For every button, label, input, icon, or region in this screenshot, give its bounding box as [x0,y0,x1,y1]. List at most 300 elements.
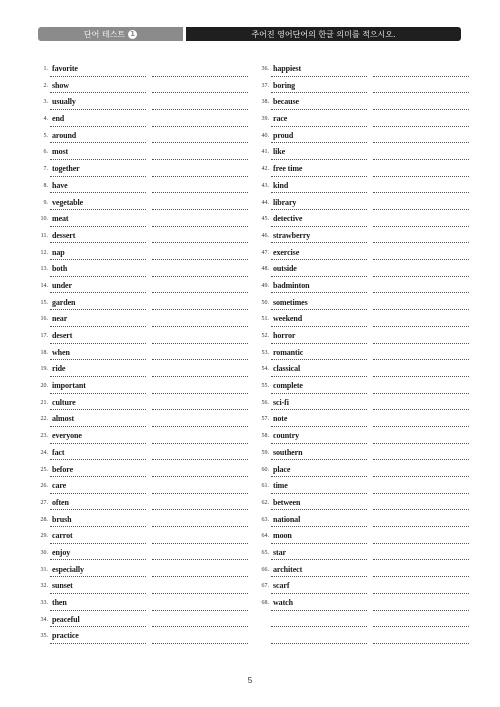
word-underline [50,242,146,243]
item-number: 9. [43,199,48,206]
word-row [24,580,256,597]
word-underline [50,459,146,460]
word-row [24,614,256,631]
answer-blank[interactable] [152,76,248,77]
word-row [245,547,477,564]
item-number: 33. [40,600,48,606]
vocab-word: southern [273,447,303,457]
word-row [24,447,256,464]
item-number: 51. [261,316,269,323]
word-underline [271,309,367,310]
word-underline [50,259,146,260]
word-row [24,63,256,80]
vocab-word: place [273,464,291,474]
answer-blank[interactable] [373,242,469,243]
answer-blank[interactable] [373,459,469,460]
item-number: 68. [261,600,269,606]
word-underline [50,343,146,344]
answer-blank[interactable] [373,576,469,577]
word-row [245,213,477,230]
item-number: 20. [40,383,48,390]
word-underline [271,126,367,127]
word-row [24,280,256,297]
answer-blank[interactable] [373,176,469,177]
vocab-word: nap [52,247,65,257]
word-row [245,363,477,380]
answer-blank[interactable] [373,493,469,494]
vocab-word: culture [52,397,76,407]
word-row [24,247,256,264]
word-underline [50,526,146,527]
vocab-word: peaceful [52,614,80,624]
item-number: 18. [40,349,48,356]
word-row [24,197,256,214]
item-number: 37. [261,82,269,89]
item-number: 19. [40,366,48,373]
answer-blank[interactable] [373,126,469,127]
answer-blank[interactable] [373,309,469,310]
vocab-word: note [273,414,288,424]
word-underline [50,159,146,160]
word-underline [50,176,146,177]
vocab-word: horror [273,331,296,340]
item-number: 2. [43,82,48,89]
word-row [24,163,256,180]
answer-blank[interactable] [152,226,248,227]
word-underline [271,326,367,327]
answer-blank[interactable] [152,409,248,410]
word-list-left [24,63,256,647]
item-number: 14. [40,282,48,289]
word-row [245,96,477,113]
item-number: 23. [40,433,48,440]
item-number: 31. [40,566,48,573]
answer-blank[interactable] [373,393,469,394]
word-row [24,330,256,347]
item-number: 5. [43,132,48,139]
item-number: 26. [40,483,48,490]
answer-blank[interactable] [373,226,469,227]
item-number: 52. [261,333,269,339]
item-number: 40. [261,132,269,139]
answer-blank[interactable] [373,109,469,110]
vocab-word: often [52,497,69,507]
answer-blank[interactable] [152,559,248,560]
answer-blank[interactable] [373,626,469,627]
answer-blank[interactable] [152,343,248,344]
word-row [245,280,477,297]
item-number: 11. [40,232,48,239]
vocab-word: time [273,481,288,491]
word-underline [50,226,146,227]
vocab-word: dessert [52,230,76,240]
word-row [245,430,477,447]
answer-blank[interactable] [152,242,248,243]
vocab-word: carrot [52,531,73,541]
item-number: 60. [261,466,269,473]
word-row [245,163,477,180]
vocab-word: sunset [52,581,73,591]
answer-blank[interactable] [152,359,248,360]
answer-blank[interactable] [152,376,248,377]
word-underline [271,142,367,143]
word-row [245,464,477,481]
word-underline [271,376,367,377]
item-number: 34. [40,616,48,623]
answer-blank[interactable] [152,493,248,494]
item-number: 42. [261,166,269,173]
answer-blank[interactable] [373,76,469,77]
answer-blank[interactable] [152,459,248,460]
vocab-word: usually [52,97,76,107]
word-underline [50,126,146,127]
answer-blank[interactable] [373,343,469,344]
answer-blank[interactable] [152,610,248,611]
answer-blank[interactable] [152,426,248,427]
word-row [245,146,477,163]
word-underline [50,426,146,427]
word-row [24,213,256,230]
answer-blank[interactable] [152,259,248,260]
answer-blank[interactable] [152,92,248,93]
test-title-tab [38,27,183,41]
item-number: 29. [40,533,48,540]
item-number: 65. [261,549,269,556]
word-row [24,263,256,280]
worksheet-header [38,27,461,41]
word-row [245,580,477,597]
vocab-word: care [52,481,67,491]
vocab-word: before [52,464,74,474]
item-number: 53. [261,349,269,356]
word-underline [50,559,146,560]
word-underline [50,476,146,477]
word-underline [50,643,146,644]
answer-blank[interactable] [373,92,469,93]
instruction-bar [186,27,461,41]
vocab-word: ride [52,364,66,374]
item-number: 54. [261,366,269,373]
word-underline [50,626,146,627]
answer-blank[interactable] [373,326,469,327]
vocab-word: outside [273,264,297,274]
vocab-word: almost [52,414,75,424]
word-underline [50,326,146,327]
word-row [24,630,256,647]
vocab-word: favorite [52,64,78,73]
word-underline [50,309,146,310]
word-underline [50,276,146,277]
word-underline [271,643,367,644]
answer-blank[interactable] [373,593,469,594]
word-row [24,480,256,497]
answer-blank[interactable] [373,359,469,360]
item-number: 61. [261,483,269,490]
word-underline [50,209,146,210]
item-number: 63. [261,516,269,523]
word-underline [271,259,367,260]
item-number: 58. [261,433,269,440]
answer-blank[interactable] [373,509,469,510]
vocab-word: end [52,114,65,124]
item-number: 7. [43,166,48,173]
word-underline [271,209,367,210]
vocab-word: free time [273,164,303,174]
vocab-word: fact [52,447,65,457]
answer-blank[interactable] [373,476,469,477]
word-underline [50,76,146,77]
word-row [24,564,256,581]
answer-blank[interactable] [152,543,248,544]
item-number: 48. [261,266,269,273]
vocab-word: between [273,497,301,507]
answer-blank[interactable] [373,426,469,427]
word-row [245,130,477,147]
word-row [245,397,477,414]
word-underline [271,626,367,627]
word-row [245,347,477,364]
word-underline [271,292,367,293]
vocab-word: exercise [273,247,300,257]
word-underline [271,176,367,177]
vocab-word: architect [273,564,303,574]
answer-blank[interactable] [152,142,248,143]
vocab-word: under [52,280,72,290]
vocab-word: around [52,130,77,140]
vocab-word: scarf [273,581,290,591]
page-number: 5 [247,676,253,685]
item-number: 35. [40,633,48,640]
word-row [245,530,477,547]
answer-blank[interactable] [152,593,248,594]
item-number: 43. [261,182,269,189]
vocab-word: both [52,264,68,274]
word-underline [271,576,367,577]
item-number: 30. [40,549,48,556]
item-number: 57. [261,416,269,423]
answer-blank[interactable] [152,126,248,127]
word-underline [50,92,146,93]
item-number: 8. [43,182,48,189]
vocab-word: practice [52,631,79,641]
item-number: 22. [40,416,48,423]
vocab-word: sometimes [273,297,308,307]
answer-blank[interactable] [152,476,248,477]
item-number: 56. [261,399,269,406]
answer-blank[interactable] [373,559,469,560]
vocab-word: desert [52,331,73,340]
word-row [24,530,256,547]
item-number: 1. [43,66,48,72]
item-number: 64. [261,533,269,540]
word-row [245,80,477,97]
vocab-word: strawberry [273,230,311,240]
vocab-word: especially [52,564,84,574]
word-underline [50,109,146,110]
answer-blank[interactable] [152,109,248,110]
answer-blank[interactable] [152,192,248,193]
word-row [24,230,256,247]
word-row [24,130,256,147]
answer-blank[interactable] [373,276,469,277]
word-row [245,564,477,581]
word-row [245,614,477,631]
answer-blank[interactable] [152,576,248,577]
vocab-word: together [52,164,80,174]
vocab-word: vegetable [52,197,84,207]
word-underline [271,559,367,560]
item-number: 10. [40,216,48,223]
word-underline [271,359,367,360]
item-number: 13. [40,266,48,273]
answer-blank[interactable] [152,292,248,293]
word-underline [271,109,367,110]
word-row [24,397,256,414]
answer-blank[interactable] [152,159,248,160]
answer-blank[interactable] [373,526,469,527]
vocab-word: boring [273,80,296,90]
vocab-word: everyone [52,431,82,441]
item-number: 36. [261,66,269,72]
test-title: 단어 테스트 [83,29,126,39]
vocab-word: moon [273,531,292,541]
vocab-word: weekend [273,314,303,324]
word-underline [271,493,367,494]
word-underline [50,593,146,594]
answer-blank[interactable] [152,509,248,510]
item-number: 17. [40,333,48,339]
word-underline [271,593,367,594]
item-number: 6. [43,149,48,156]
vocab-word: watch [273,598,293,607]
item-number: 12. [40,249,48,256]
answer-blank[interactable] [373,259,469,260]
word-row [245,63,477,80]
word-underline [271,159,367,160]
vocab-word: important [52,381,86,391]
word-row [24,313,256,330]
word-row [24,597,256,614]
answer-blank[interactable] [373,292,469,293]
word-underline [271,393,367,394]
word-row [245,263,477,280]
item-number: 62. [261,499,269,506]
item-number: 15. [40,299,48,306]
answer-blank[interactable] [152,309,248,310]
answer-blank[interactable] [373,376,469,377]
word-underline [271,226,367,227]
vocab-word: brush [52,514,72,524]
word-underline [50,610,146,611]
vocab-word: star [273,547,286,557]
word-underline [50,493,146,494]
answer-blank[interactable] [152,176,248,177]
word-row [24,297,256,314]
word-row [24,146,256,163]
word-underline [50,443,146,444]
vocab-word: when [52,347,70,357]
answer-blank[interactable] [373,543,469,544]
word-row [24,413,256,430]
word-underline [50,509,146,510]
item-number: 55. [261,383,269,390]
answer-blank[interactable] [373,159,469,160]
answer-blank[interactable] [373,192,469,193]
word-row [24,180,256,197]
vocab-word: most [52,147,69,157]
word-row [24,430,256,447]
word-row [24,363,256,380]
answer-blank[interactable] [152,209,248,210]
vocab-word: classical [273,364,301,374]
vocab-word: like [273,147,286,157]
item-number: 45. [261,216,269,223]
answer-blank[interactable] [152,326,248,327]
word-underline [50,543,146,544]
vocab-word: romantic [273,347,304,357]
answer-blank[interactable] [373,643,469,644]
vocab-word: library [273,197,297,207]
word-row [245,230,477,247]
word-row [245,113,477,130]
vocab-word: happiest [273,64,302,73]
instruction-text: 주어진 영어단어의 한글 의미를 적으시오. [251,29,396,39]
word-underline [271,192,367,193]
word-row [245,247,477,264]
answer-blank[interactable] [152,443,248,444]
word-underline [271,509,367,510]
vocab-word: meat [52,214,69,224]
word-underline [50,359,146,360]
word-underline [271,76,367,77]
answer-blank[interactable] [152,393,248,394]
answer-blank[interactable] [373,443,469,444]
word-row [24,80,256,97]
word-row [24,113,256,130]
item-number: 67. [261,583,269,590]
answer-blank[interactable] [373,409,469,410]
item-number: 27. [40,499,48,506]
item-number: 49. [261,282,269,289]
word-underline [50,576,146,577]
answer-blank[interactable] [373,142,469,143]
word-row [245,180,477,197]
answer-blank[interactable] [152,643,248,644]
word-row [245,413,477,430]
vocab-word: garden [52,297,76,307]
answer-blank[interactable] [152,526,248,527]
item-number: 41. [261,149,269,156]
word-row [245,297,477,314]
word-row [245,313,477,330]
word-underline [271,443,367,444]
answer-blank[interactable] [373,610,469,611]
answer-blank[interactable] [152,276,248,277]
word-row [245,630,477,647]
word-underline [50,142,146,143]
vocab-word: sci-fi [273,397,289,407]
item-number: 24. [40,449,48,456]
word-row [24,497,256,514]
word-row [245,197,477,214]
answer-blank[interactable] [373,209,469,210]
word-row [24,380,256,397]
vocab-word: badminton [273,280,310,290]
word-row [245,330,477,347]
answer-blank[interactable] [152,626,248,627]
word-row [24,547,256,564]
word-row [245,514,477,531]
